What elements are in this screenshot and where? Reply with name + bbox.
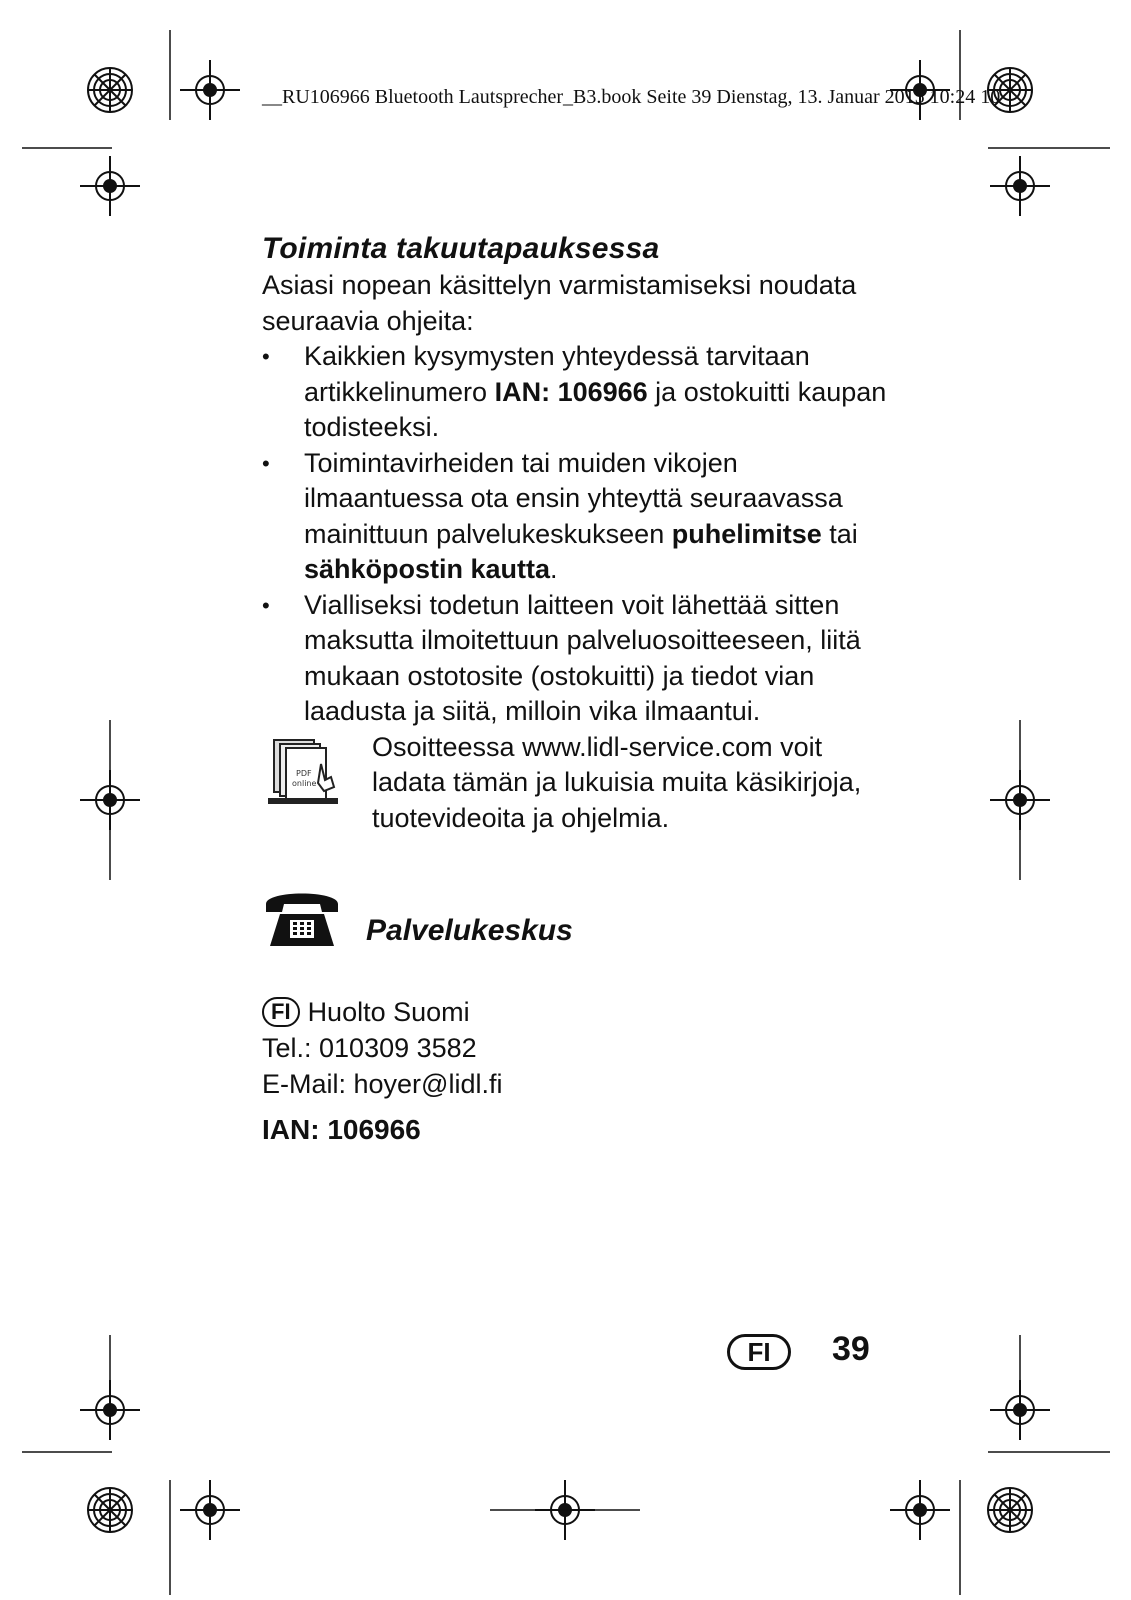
item-bold: IAN: 106966 — [494, 376, 648, 407]
online-label: online — [292, 778, 317, 788]
pdf-online-note — [262, 730, 902, 837]
service-name: Huolto Suomi — [307, 997, 470, 1027]
footer-country-badge: FI — [727, 1334, 791, 1370]
list-item — [262, 446, 902, 588]
email-address: E-Mail: hoyer@lidl.fi — [262, 1069, 503, 1099]
phone-number: Tel.: 010309 3582 — [262, 1033, 477, 1063]
section-title: Toiminta takuutapauksessa — [262, 232, 660, 265]
warranty-section — [262, 230, 902, 836]
ian-number: IAN: 106966 — [262, 1114, 421, 1145]
item-text: tai — [821, 518, 858, 549]
list-item — [262, 339, 902, 446]
item-text: Kaikkien kysymysten yhteydessä tarvitaan artikkelinumero — [304, 341, 810, 407]
item-text: Vialliseksi todetun laitteen voit lähettää sitten maksutta ilmoitettuun palveluosoitteeseen, liitä mukaan ostotosite (ostokuitti) ja tiedot vian laadusta ja siitä, milloin vika ilmaantui. — [304, 589, 861, 726]
pdf-note-text: Osoitteessa www.lidl-service.com voit ladata tämän ja lukuisia muita käsikirjoja, tuotevideoita ja ohjelmia. — [372, 731, 862, 833]
book-header-line: __RU106966 Bluetooth Lautsprecher_B3.book Seite 39 Dienstag, 13. Januar 2015 10:24 10 — [262, 86, 1001, 108]
instruction-list — [262, 339, 902, 730]
country-badge: FI — [262, 997, 300, 1027]
item-text: Toimintavirheiden tai muiden vikojen ilmaantuessa ota ensin yhteyttä seuraavassa mainittuun palvelukeskukseen — [304, 447, 843, 549]
pdf-online-icon — [266, 734, 344, 810]
bullet-icon: • — [262, 450, 270, 476]
service-title: Palvelukeskus — [366, 914, 573, 947]
telephone-icon — [262, 886, 342, 954]
intro-paragraph: Asiasi nopean käsittelyn varmistamiseksi noudata seuraavia ohjeita: — [262, 270, 857, 336]
item-text: ja ostokuitti kaupan todisteeksi. — [304, 376, 887, 442]
list-item — [262, 588, 902, 730]
pdf-label: PDF — [296, 768, 312, 778]
service-name-line — [262, 994, 502, 1030]
bullet-icon: • — [262, 592, 270, 618]
contact-block — [262, 994, 502, 1102]
service-header — [262, 886, 573, 959]
item-bold: sähköpostin kautta — [304, 554, 551, 584]
page-number: 39 — [832, 1330, 870, 1368]
bullet-icon: • — [262, 344, 270, 369]
item-text: . — [550, 554, 558, 584]
item-bold: puhelimitse — [671, 518, 822, 549]
